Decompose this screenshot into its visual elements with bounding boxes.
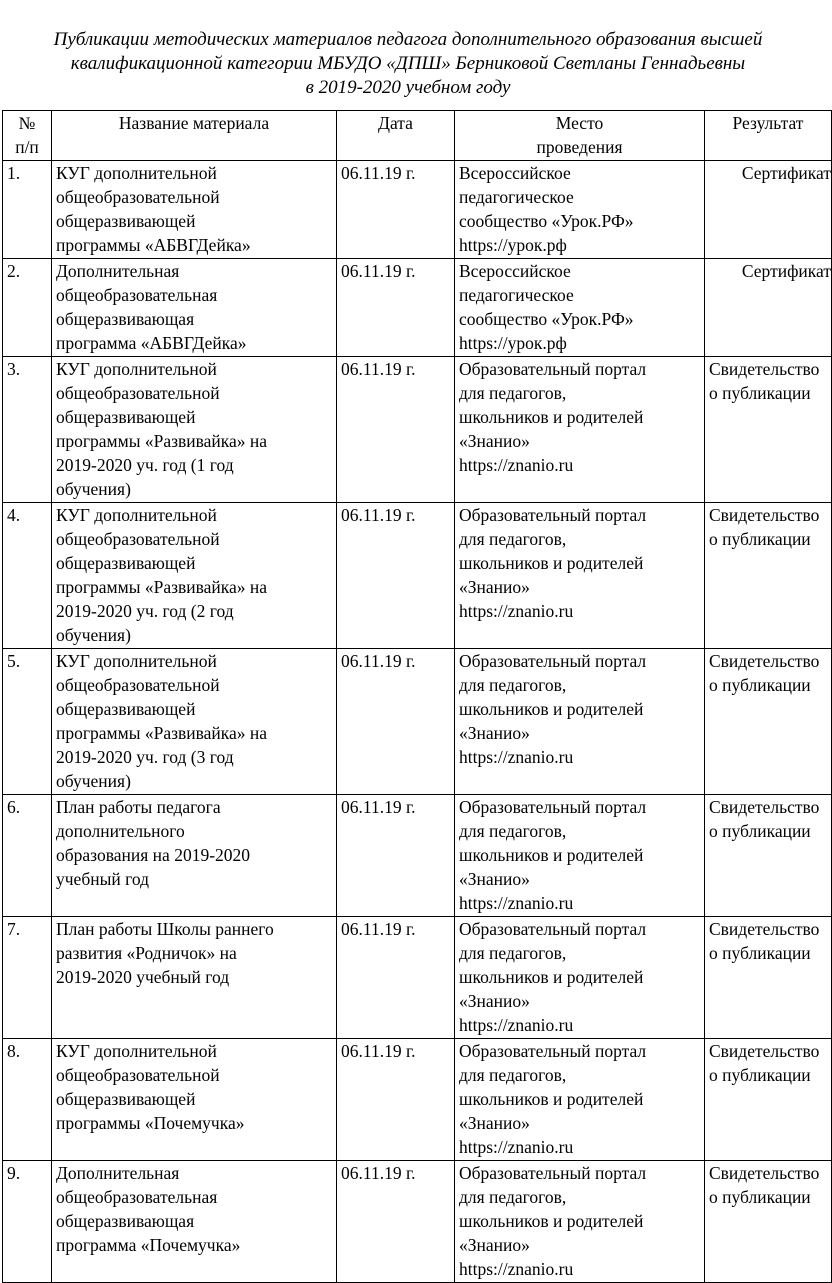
name-line: общеразвивающей — [56, 407, 196, 427]
place-line: https://znanio.ru — [459, 893, 574, 913]
table-row — [3, 503, 832, 649]
name-line: общеобразовательной — [56, 383, 220, 403]
name-line: 2019-2020 уч. год (3 год — [56, 747, 234, 767]
place-line: Образовательный портал — [459, 359, 647, 379]
result-line: Сертификат — [741, 163, 831, 183]
place-line: «Знанио» — [459, 991, 530, 1011]
name-line: программы «АБВГДейка» — [56, 235, 251, 255]
cell-date: 06.11.19 г. — [337, 1039, 455, 1161]
place-line: Образовательный портал — [459, 505, 647, 525]
cell-place — [455, 503, 705, 649]
cell-num: 7. — [3, 917, 52, 1039]
name-line: 2019-2020 уч. год (2 год — [56, 601, 234, 621]
cell-name — [52, 1039, 337, 1161]
name-line: 2019-2020 учебный год — [56, 967, 230, 987]
table-header-row — [3, 111, 832, 161]
name-line: общеобразовательной — [56, 675, 220, 695]
table-row — [3, 357, 832, 503]
cell-result — [705, 1161, 832, 1283]
place-line: «Знанио» — [459, 431, 530, 451]
cell-num: 9. — [3, 1161, 52, 1283]
place-line: Образовательный портал — [459, 797, 647, 817]
name-line: 2019-2020 уч. год (1 год — [56, 455, 234, 475]
cell-place — [455, 357, 705, 503]
header-name: Название материала — [52, 111, 337, 161]
document-title — [0, 28, 816, 100]
table-row — [3, 917, 832, 1039]
place-line: Всероссийское — [459, 261, 571, 281]
result-line: о публикации — [709, 943, 811, 963]
place-line: школьников и родителей — [459, 1211, 644, 1231]
cell-place — [455, 1161, 705, 1283]
cell-result — [705, 161, 832, 259]
table-row — [3, 161, 832, 259]
name-line: программы «Почемучка» — [56, 1113, 245, 1133]
cell-place — [455, 161, 705, 259]
place-line: для педагогов, — [459, 675, 567, 695]
result-line: Свидетельство — [709, 359, 820, 379]
place-line: для педагогов, — [459, 943, 567, 963]
name-line: общеобразовательной — [56, 529, 220, 549]
place-line: сообщество «Урок.РФ» — [459, 211, 634, 231]
place-line: «Знанио» — [459, 1113, 530, 1133]
name-line: общеразвивающей — [56, 211, 196, 231]
place-line: для педагогов, — [459, 1187, 567, 1207]
cell-date: 06.11.19 г. — [337, 357, 455, 503]
header-result: Результат — [705, 111, 832, 161]
name-line: обучения) — [56, 625, 131, 645]
name-line: КУГ дополнительной — [56, 505, 217, 525]
title-line: квалификационной категории МБУДО «ДПШ» Берниковой Светланы Геннадьевны — [70, 53, 746, 74]
cell-result — [705, 503, 832, 649]
cell-result — [705, 795, 832, 917]
place-line: https://znanio.ru — [459, 455, 574, 475]
cell-date: 06.11.19 г. — [337, 917, 455, 1039]
cell-result — [705, 259, 832, 357]
cell-name — [52, 1161, 337, 1283]
cell-place — [455, 795, 705, 917]
cell-num: 2. — [3, 259, 52, 357]
place-line: Образовательный портал — [459, 1163, 647, 1183]
cell-num: 6. — [3, 795, 52, 917]
table-row — [3, 1161, 832, 1283]
cell-num: 3. — [3, 357, 52, 503]
header-num: № п/п — [3, 111, 52, 161]
cell-num: 5. — [3, 649, 52, 795]
cell-place — [455, 1039, 705, 1161]
title-line: в 2019-2020 учебном году — [305, 77, 511, 98]
place-line: школьников и родителей — [459, 553, 644, 573]
name-line: программы «Развивайка» на — [56, 577, 268, 597]
place-line: школьников и родителей — [459, 1089, 644, 1109]
name-line: КУГ дополнительной — [56, 1041, 217, 1061]
place-line: Всероссийское — [459, 163, 571, 183]
place-line: для педагогов, — [459, 1065, 567, 1085]
name-line: общеобразовательной — [56, 1065, 220, 1085]
publications-table — [2, 110, 832, 1283]
place-line: школьников и родителей — [459, 407, 644, 427]
cell-date: 06.11.19 г. — [337, 649, 455, 795]
name-line: общеразвивающая — [56, 309, 195, 329]
place-line: https://урок.рф — [459, 333, 567, 353]
name-line: общеразвивающей — [56, 699, 196, 719]
name-line: КУГ дополнительной — [56, 651, 217, 671]
cell-place — [455, 649, 705, 795]
result-line: о публикации — [709, 383, 811, 403]
name-line: общеразвивающей — [56, 553, 196, 573]
place-line: для педагогов, — [459, 383, 567, 403]
cell-date: 06.11.19 г. — [337, 161, 455, 259]
cell-result — [705, 917, 832, 1039]
place-line: для педагогов, — [459, 529, 567, 549]
place-line: «Знанио» — [459, 577, 530, 597]
place-line: «Знанио» — [459, 723, 530, 743]
place-line: для педагогов, — [459, 821, 567, 841]
place-line: «Знанио» — [459, 869, 530, 889]
cell-result — [705, 1039, 832, 1161]
place-line: https://znanio.ru — [459, 747, 574, 767]
result-line: Свидетельство — [709, 1041, 820, 1061]
result-line: Сертификат — [741, 261, 831, 281]
cell-date: 06.11.19 г. — [337, 795, 455, 917]
name-line: развития «Родничок» на — [56, 943, 237, 963]
cell-place — [455, 259, 705, 357]
result-line: о публикации — [709, 1187, 811, 1207]
cell-num: 1. — [3, 161, 52, 259]
name-line: общеразвивающая — [56, 1211, 195, 1231]
name-line: обучения) — [56, 771, 131, 791]
place-line: школьников и родителей — [459, 845, 644, 865]
place-line: https://урок.рф — [459, 235, 567, 255]
result-line: Свидетельство — [709, 919, 820, 939]
place-line: Образовательный портал — [459, 1041, 647, 1061]
cell-date: 06.11.19 г. — [337, 1161, 455, 1283]
title-line: Публикации методических материалов педагога дополнительного образования высшей — [53, 29, 763, 50]
result-line: Свидетельство — [709, 797, 820, 817]
name-line: общеобразовательная — [56, 1187, 218, 1207]
place-line: https://znanio.ru — [459, 1259, 574, 1279]
name-line: дополнительного — [56, 821, 185, 841]
name-line: программа «АБВГДейка» — [56, 333, 247, 353]
cell-name — [52, 795, 337, 917]
cell-name — [52, 161, 337, 259]
table-row — [3, 1039, 832, 1161]
header-date: Дата — [337, 111, 455, 161]
name-line: Дополнительная — [56, 1163, 180, 1183]
cell-result — [705, 357, 832, 503]
place-line: https://znanio.ru — [459, 1137, 574, 1157]
name-line: общеразвивающей — [56, 1089, 196, 1109]
place-line: школьников и родителей — [459, 967, 644, 987]
place-line: сообщество «Урок.РФ» — [459, 309, 634, 329]
result-line: о публикации — [709, 1065, 811, 1085]
table-row — [3, 795, 832, 917]
place-line: https://znanio.ru — [459, 601, 574, 621]
result-line: Свидетельство — [709, 651, 820, 671]
result-line: Свидетельство — [709, 505, 820, 525]
cell-date: 06.11.19 г. — [337, 503, 455, 649]
name-line: программа «Почемучка» — [56, 1235, 241, 1255]
name-line: КУГ дополнительной — [56, 359, 217, 379]
name-line: План работы педагога — [56, 797, 221, 817]
name-line: КУГ дополнительной — [56, 163, 217, 183]
name-line: общеобразовательная — [56, 285, 218, 305]
name-line: обучения) — [56, 479, 131, 499]
name-line: программы «Развивайка» на — [56, 723, 268, 743]
result-line: о публикации — [709, 821, 811, 841]
place-line: Образовательный портал — [459, 651, 647, 671]
cell-date: 06.11.19 г. — [337, 259, 455, 357]
place-line: https://znanio.ru — [459, 1015, 574, 1035]
place-line: педагогическое — [459, 285, 574, 305]
table-row — [3, 259, 832, 357]
cell-name — [52, 357, 337, 503]
name-line: План работы Школы раннего — [56, 919, 274, 939]
place-line: педагогическое — [459, 187, 574, 207]
cell-name — [52, 259, 337, 357]
cell-name — [52, 503, 337, 649]
result-line: о публикации — [709, 529, 811, 549]
place-line: школьников и родителей — [459, 699, 644, 719]
name-line: образования на 2019-2020 — [56, 845, 251, 865]
cell-num: 8. — [3, 1039, 52, 1161]
name-line: Дополнительная — [56, 261, 180, 281]
cell-place — [455, 917, 705, 1039]
place-line: Образовательный портал — [459, 919, 647, 939]
result-line: о публикации — [709, 675, 811, 695]
place-line: «Знанио» — [459, 1235, 530, 1255]
cell-result — [705, 649, 832, 795]
cell-name — [52, 649, 337, 795]
cell-name — [52, 917, 337, 1039]
name-line: программы «Развивайка» на — [56, 431, 268, 451]
name-line: общеобразовательной — [56, 187, 220, 207]
table-row — [3, 649, 832, 795]
header-place: Место проведения — [455, 111, 705, 161]
cell-num: 4. — [3, 503, 52, 649]
name-line: учебный год — [56, 869, 149, 889]
result-line: Свидетельство — [709, 1163, 820, 1183]
